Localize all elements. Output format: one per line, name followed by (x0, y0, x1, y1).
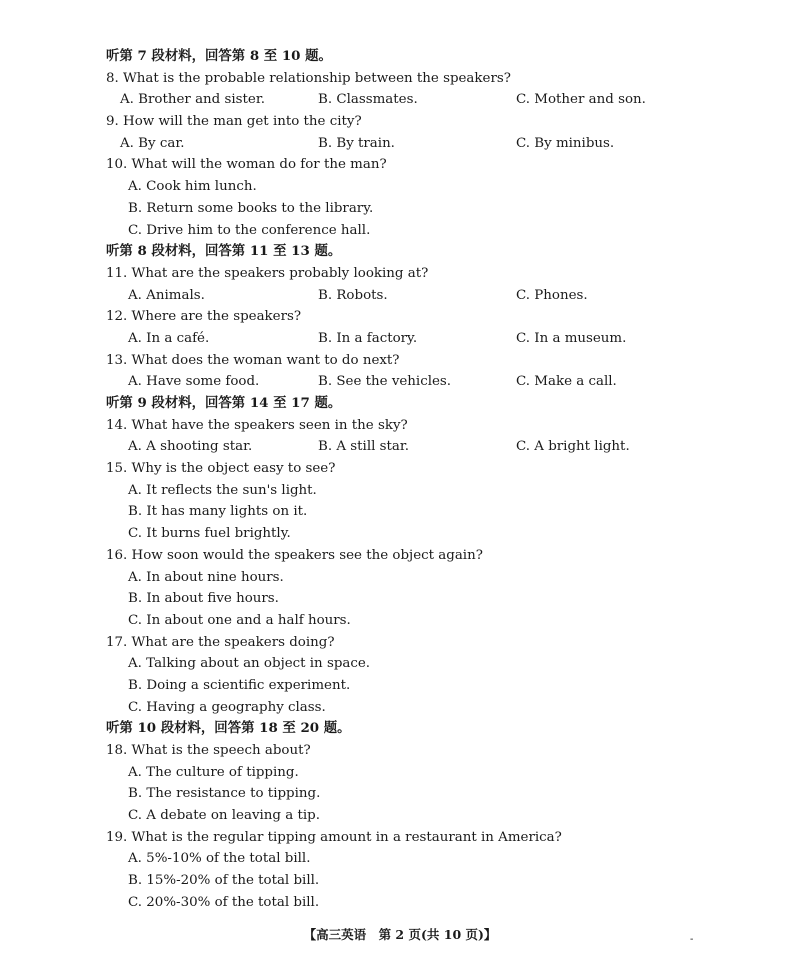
section-header-10: 听第 10 段材料，回答第 18 至 20 题。 (106, 720, 351, 737)
option-9b: B. By train. (318, 135, 395, 151)
options-12 (106, 328, 746, 350)
option-16b: B. In about five hours. (128, 591, 279, 607)
option-15b: B. It has many lights on it. (128, 504, 308, 520)
option-10b: B. Return some books to the library. (128, 200, 374, 216)
question-10: 10. What will the woman do for the man? (106, 157, 387, 173)
corner-mark: - (690, 934, 694, 945)
question-18: 18. What is the speech about? (106, 743, 311, 758)
option-12a: A. In a café. (128, 330, 210, 346)
option-17c: C. Having a geography class. (128, 699, 326, 715)
option-9c: C. By minibus. (516, 135, 615, 151)
option-12b: B. In a factory. (318, 330, 418, 346)
option-17a: A. Talking about an object in space. (128, 656, 371, 672)
options-14 (106, 436, 746, 458)
question-15: 15. Why is the object easy to see? (106, 461, 336, 477)
section-header-8: 听第 8 段材料，回答第 11 至 13 题。 (106, 243, 342, 260)
question-13: 13. What does the woman want to do next? (106, 352, 400, 368)
option-18a: A. The culture of tipping. (128, 764, 299, 780)
option-8b: B. Classmates. (318, 92, 418, 108)
options-13 (106, 371, 746, 393)
option-14a: A. A shooting star. (128, 439, 253, 455)
option-9a: A. By car. (120, 135, 185, 151)
option-10a: A. Cook him lunch. (128, 179, 257, 195)
options-8 (106, 89, 746, 111)
option-15a: A. It reflects the sun's light. (128, 482, 317, 498)
question-9: 9. How will the man get into the city? (106, 114, 362, 130)
question-14: 14. What have the speakers seen in the sky? (106, 417, 408, 433)
option-19a: A. 5%-10% of the total bill. (128, 851, 311, 867)
option-19b: B. 15%-20% of the total bill. (128, 873, 320, 889)
question-list (106, 46, 746, 914)
section-header-7: 听第 7 段材料，回答第 8 至 10 题。 (106, 48, 332, 64)
option-17b: B. Doing a scientific experiment. (128, 677, 351, 693)
options-11 (106, 285, 746, 307)
options-9 (106, 133, 746, 155)
question-8: 8. What is the probable relationship between the speakers? (106, 70, 511, 86)
option-16c: C. In about one and a half hours. (128, 612, 351, 628)
option-8a: A. Brother and sister. (120, 92, 266, 108)
option-8c: C. Mother and son. (516, 92, 646, 108)
question-12: 12. Where are the speakers? (106, 309, 302, 325)
option-11b: B. Robots. (318, 287, 388, 303)
option-11a: A. Animals. (128, 287, 205, 303)
option-18c: C. A debate on leaving a tip. (128, 808, 320, 824)
question-11: 11. What are the speakers probably looking at? (106, 265, 429, 281)
option-16a: A. In about nine hours. (128, 569, 284, 585)
option-19c: C. 20%-30% of the total bill. (128, 894, 320, 910)
question-16: 16. How soon would the speakers see the object again? (106, 547, 483, 563)
option-15c: C. It burns fuel brightly. (128, 526, 291, 542)
option-11c: C. Phones. (516, 287, 588, 303)
option-10c: C. Drive him to the conference hall. (128, 222, 371, 238)
option-12c: C. In a museum. (516, 330, 627, 346)
option-14c: C. A bright light. (516, 439, 630, 455)
section-header-9: 听第 9 段材料，回答第 14 至 17 题。 (106, 395, 342, 411)
option-13c: C. Make a call. (516, 374, 617, 390)
page-footer: 【高三英语 第 2 页(共 10 页)】 (303, 927, 497, 942)
question-19: 19. What is the regular tipping amount in a restaurant in America? (106, 829, 562, 845)
option-18b: B. The resistance to tipping. (128, 786, 321, 802)
question-17: 17. What are the speakers doing? (106, 634, 335, 650)
option-13b: B. See the vehicles. (318, 374, 452, 390)
option-14b: B. A still star. (318, 439, 410, 455)
option-13a: A. Have some food. (128, 374, 260, 390)
